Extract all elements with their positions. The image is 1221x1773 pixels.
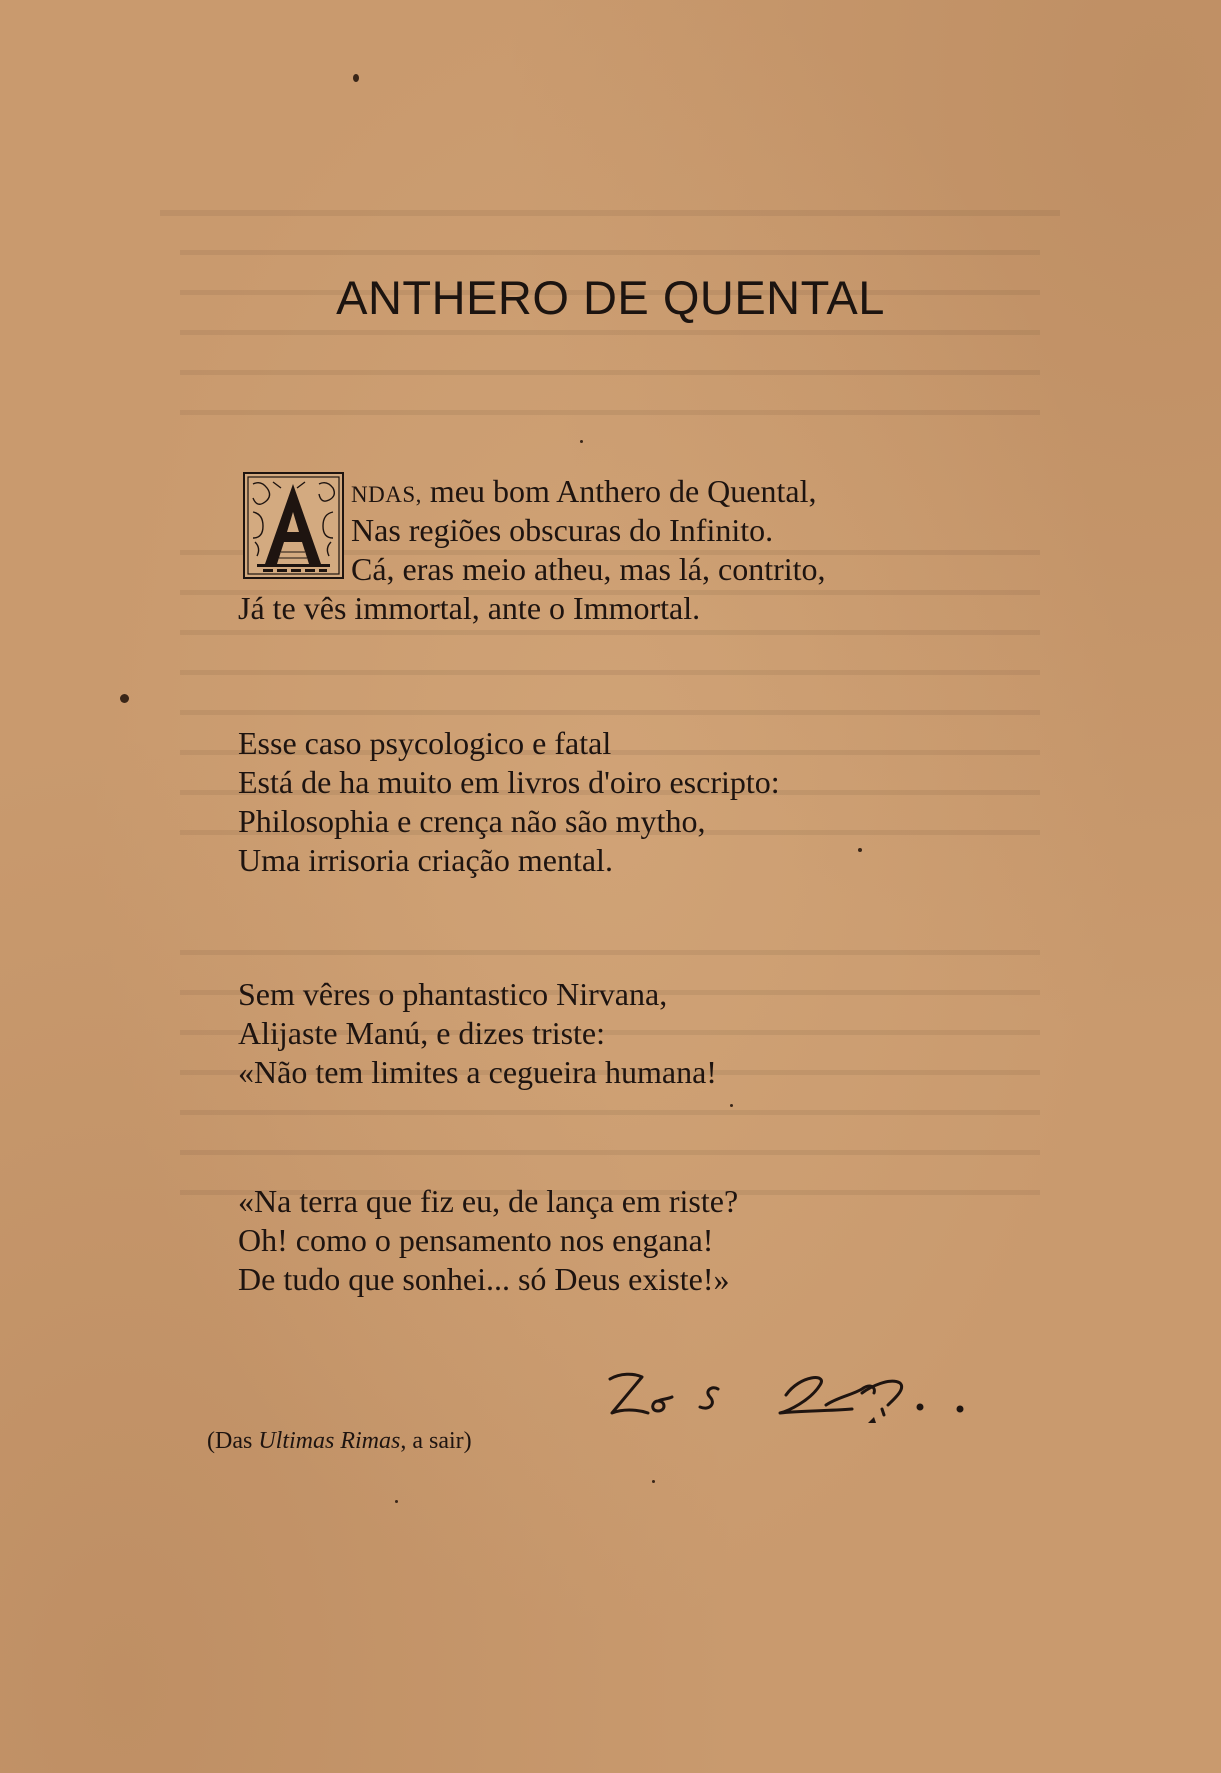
source-work-title: Ultimas Rimas — [258, 1428, 401, 1454]
stanza-4-line-1: «Na terra que fiz eu, de lança em riste? — [238, 1183, 739, 1219]
stanza-3-line-3: «Não tem limites a cegueira humana! — [238, 1054, 717, 1090]
stanza-3-line-1: Sem vêres o phantastico Nirvana, — [238, 976, 668, 1012]
paper-speck — [395, 1500, 398, 1503]
stanza-2-line-1: Esse caso psycologico e fatal — [238, 725, 612, 761]
stanza-4-line-2: Oh! como o pensamento nos engana! — [238, 1222, 714, 1258]
handwritten-signature — [600, 1365, 990, 1440]
stanza-2-line-2: Está de ha muito em livros d'oiro escripto: — [238, 764, 780, 800]
stanza-2 — [238, 724, 780, 880]
stanza-3-line-2: Alijaste Manú, e dizes triste: — [238, 1015, 606, 1051]
stanza-1-line-4: Já te vês immortal, ante o Immortal. — [238, 590, 701, 626]
stanza-1-line-3: Cá, eras meio atheu, mas lá, contrito, — [351, 551, 826, 587]
stanza-1 — [238, 472, 826, 628]
stanza-2-line-3: Philosophia e crença não são mytho, — [238, 803, 706, 839]
source-note — [207, 1428, 472, 1455]
paper-speck — [353, 74, 359, 82]
drop-cap-continuation: NDAS, — [351, 482, 422, 507]
source-prefix: (Das — [207, 1428, 259, 1454]
source-suffix: , a sair) — [400, 1428, 472, 1454]
paper-speck — [858, 848, 862, 852]
paper-speck — [580, 440, 583, 443]
paper-speck — [652, 1480, 655, 1483]
stanza-1-line-1-text: meu bom Anthero de Quental, — [421, 473, 817, 509]
stanza-4 — [238, 1182, 738, 1299]
stanza-3 — [238, 975, 717, 1092]
stanza-2-line-4: Uma irrisoria criação mental. — [238, 842, 613, 878]
stanza-1-line-1 — [238, 472, 826, 511]
paper-speck — [730, 1104, 733, 1107]
stanza-4-line-3: De tudo que sonhei... só Deus existe!» — [238, 1261, 730, 1297]
poem-title: ANTHERO DE QUENTAL — [336, 271, 885, 324]
paper-speck — [120, 694, 129, 703]
stanza-1-line-2: Nas regiões obscuras do Infinito. — [351, 512, 774, 548]
